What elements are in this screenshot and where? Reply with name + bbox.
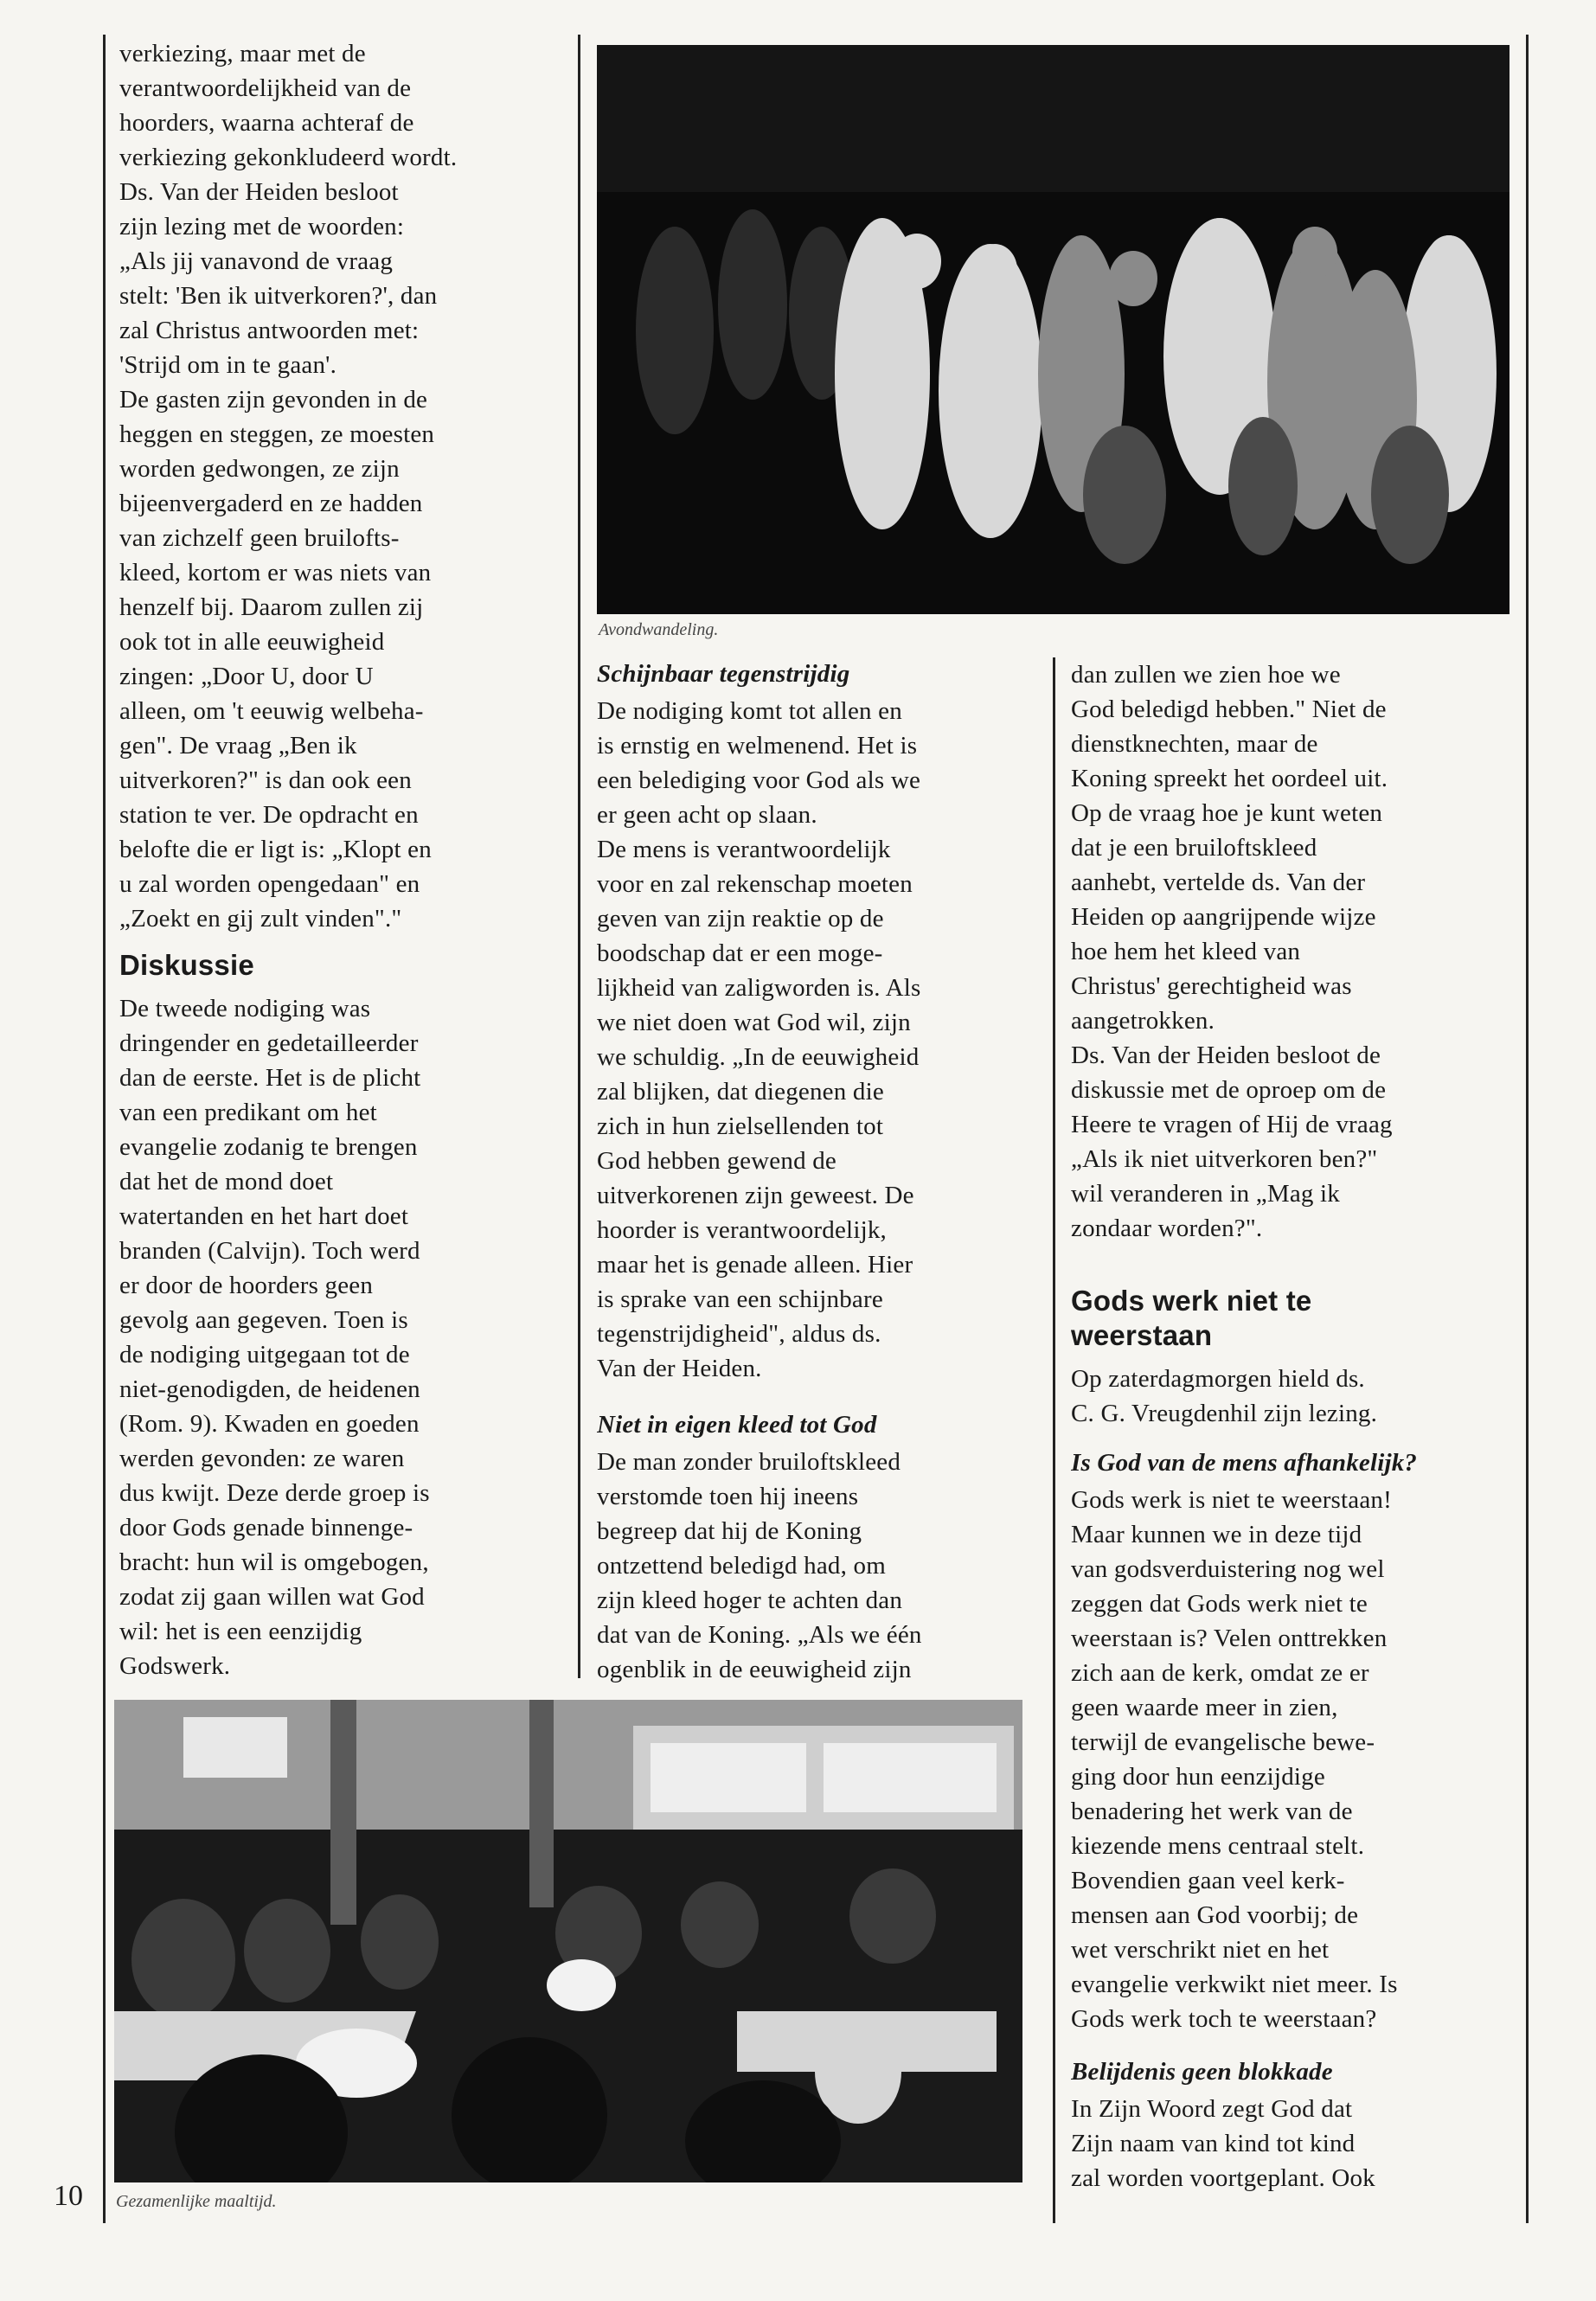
column-rule-right [1053, 657, 1055, 2223]
col3-paragraph-4: Gods werk is niet te weerstaan! Maar kunnen we in deze tijd van godsverduistering nog wel zeggen dat Gods werk niet te weerstaan is? Velen onttrekken zich aan de kerk, omdat ze er geen waarde meer in zien, terwijl de evangelische bewe- ging door hun eenzijdige benadering het werk van de kiezende mens centraal stelt. Bovendien gaan veel kerk- mensen aan God voorbij; de wet verschrikt niet en het evangelie verkwikt niet meer. Is Gods werk toch te weerstaan? [1071, 1486, 1398, 2033]
column-2 [597, 651, 1047, 1684]
col3-paragraph-3: Op zaterdagmorgen hield ds. C. G. Vreugdenhil zijn lezing. [1071, 1365, 1378, 1427]
evening-walk-image [597, 45, 1509, 614]
heading-is-god-afhankelijk: Is God van de mens afhankelijk? [1071, 1449, 1418, 1477]
heading-schijnbaar-tegenstrijdig: Schijnbaar tegenstrijdig [597, 660, 850, 688]
shared-meal-image [114, 1700, 1022, 2182]
photo-evening-walk [597, 45, 1509, 614]
column-rule-left [103, 35, 106, 2223]
heading-gods-werk: Gods werk niet te weerstaan [1071, 1285, 1312, 1351]
caption-shared-meal: Gezamenlijke maaltijd. [116, 2192, 277, 2211]
col3-paragraph-2: Ds. Van der Heiden besloot de diskussie met de oproep om de Heere te vragen of Hij de vraag „Als ik niet uitverkoren ben?" wil veranderen in „Mag ik zondaar worden?". [1071, 1042, 1393, 1242]
col1-paragraph-1: verkiezing, maar met de verantwoordelijkheid van de hoorders, waarna achteraf de verkiezing gekonkludeerd wordt. Ds. Van der Heiden besloot zijn lezing met de woorden: „Als jij vanavond de vraag stelt: 'Ben ik uitverkoren?', dan zal Christus antwoorden met: 'Strijd om in te gaan'. [119, 40, 458, 379]
col2-paragraph-3: De man zonder bruiloftskleed verstomde toen hij ineens begreep dat hij de Koning ontzettend beledigd had, om zijn kleed hoger te achten dan dat van de Koning. „Als we één ogenblik in de eeuwigheid zijn [597, 1448, 922, 1683]
col1-paragraph-3: De tweede nodiging was dringender en gedetailleerder dan de eerste. Het is de plicht van een predikant om het evangelie zodanig te brengen dat het de mond doet watertanden en het hart doet branden (Calvijn). Toch werd er door de hoorders geen gevolg aan gegeven. Toen is de nodiging uitgegaan tot de niet-genodigden, de heidenen (Rom. 9). Kwaden en goeden werden gevonden: ze waren dus kwijt. Deze derde groep is door Gods genade binnenge- bracht: hun wil is omgebogen, zodat zij gaan willen wat God wil: het is een eenzijdig Godswerk. [119, 995, 430, 1680]
column-rule-middle [578, 35, 580, 1678]
col2-paragraph-2: De mens is verantwoordelijk voor en zal rekenschap moeten geven van zijn reaktie op de boodschap dat er een moge- lijkheid van zaligworden is. Als we niet doen wat God wil, zijn we schuldig. „In de eeuwigheid zal blijken, dat diegenen die zich in hun zielsellenden tot God hebben gewend de uitverkorenen zijn geweest. De hoorder is verantwoordelijk, maar het is genade alleen. Hier is sprake van een schijnbare tegenstrijdigheid", aldus ds. Van der Heiden. [597, 836, 921, 1382]
heading-niet-in-eigen-kleed: Niet in eigen kleed tot God [597, 1411, 877, 1439]
col2-paragraph-1: De nodiging komt tot allen en is ernstig en welmenend. Het is een belediging voor God als we er geen acht op slaan. [597, 697, 921, 829]
heading-belijdenis: Belijdenis geen blokkade [1071, 2058, 1333, 2086]
col1-paragraph-2: De gasten zijn gevonden in de heggen en steggen, ze moesten worden gedwongen, ze zijn bijeenvergaderd en ze hadden van zichzelf geen bruilofts- kleed, kortom er was niets van henzelf bij. Daarom zullen zij ook tot in alle eeuwigheid zingen: „Door U, door U alleen, om 't eeuwig welbeha- gen". De vraag „Ben ik uitverkoren?" is dan ook een station te ver. De opdracht en belofte die er ligt is: „Klopt en u zal worden opengedaan" en „Zoekt en gij zult vinden"." [119, 386, 435, 933]
page-number: 10 [54, 2180, 83, 2212]
col3-paragraph-1: dan zullen we zien hoe we God beledigd hebben." Niet de dienstknechten, maar de Koning spreekt het oordeel uit. Op de vraag hoe je kunt weten dat je een bruiloftskleed aanhebt, vertelde ds. Van der Heiden op aangrijpende wijze hoe hem het kleed van Christus' gerechtigheid was aangetrokken. [1071, 661, 1388, 1035]
column-1 [119, 36, 569, 1689]
column-rule-edge [1526, 35, 1529, 2223]
photo-shared-meal [114, 1700, 1022, 2182]
caption-evening-walk: Avondwandeling. [599, 620, 719, 639]
heading-diskussie: Diskussie [119, 949, 254, 981]
col3-paragraph-5: In Zijn Woord zegt God dat Zijn naam van kind tot kind zal worden voortgeplant. Ook [1071, 2095, 1375, 2192]
column-3 [1071, 657, 1521, 2214]
